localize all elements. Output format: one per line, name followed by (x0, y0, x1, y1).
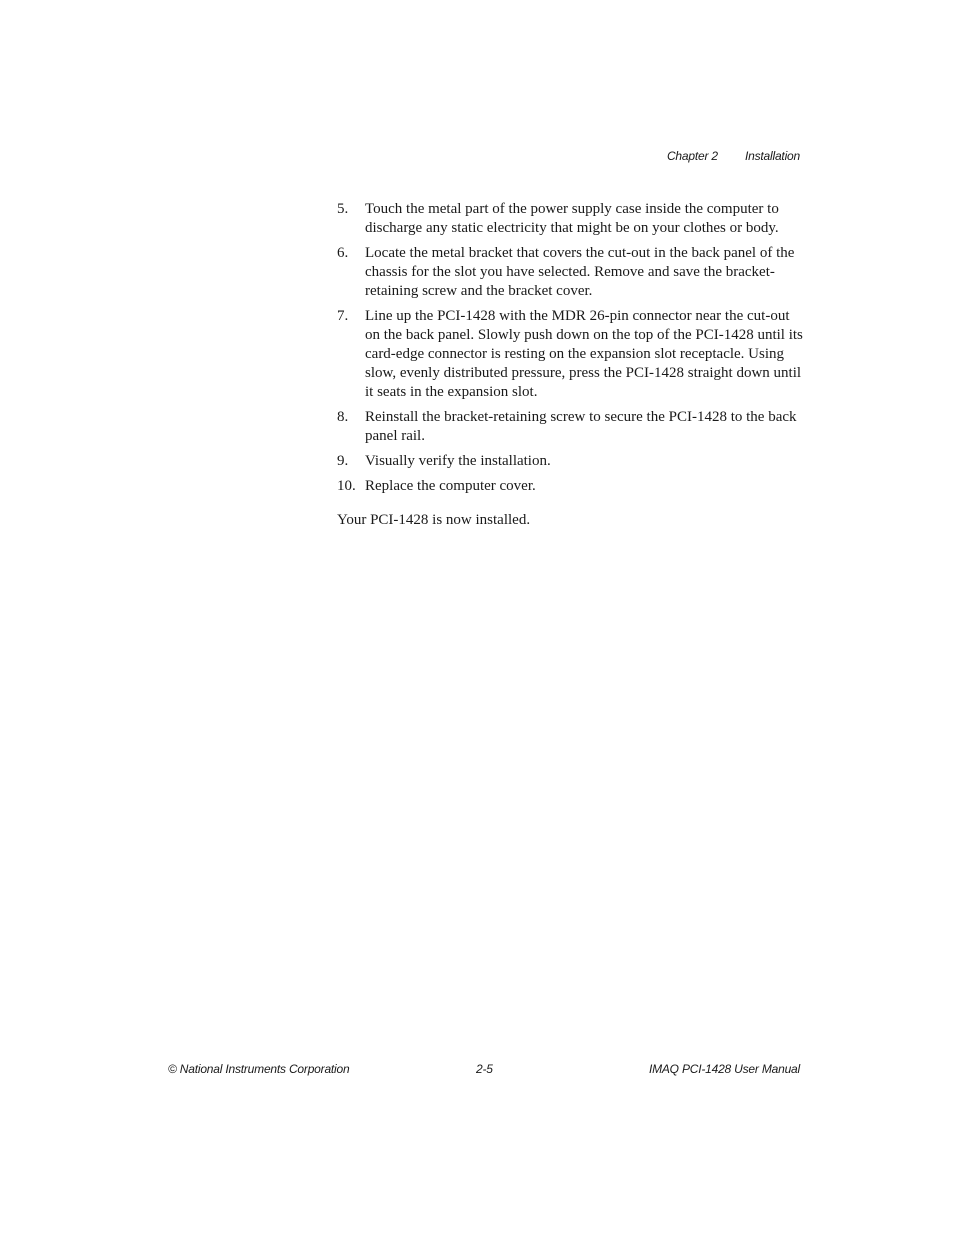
step-number: 9. (337, 453, 349, 469)
running-header (667, 149, 800, 163)
footer-page-number: 2-5 (476, 1062, 493, 1076)
installation-steps-list (337, 200, 807, 496)
step-number: 5. (337, 201, 349, 217)
step-item (337, 452, 807, 471)
step-text: Replace the computer cover. (365, 478, 536, 494)
header-chapter: Chapter 2 (666, 149, 718, 163)
footer-manual-title: IMAQ PCI-1428 User Manual (648, 1062, 800, 1076)
step-item (337, 200, 807, 238)
step-number: 6. (337, 245, 349, 261)
step-item (337, 408, 807, 446)
step-item (337, 244, 807, 301)
closing-paragraph: Your PCI-1428 is now installed. (337, 512, 531, 528)
step-text: Visually verify the installation. (365, 453, 551, 469)
step-item (337, 477, 807, 496)
step-item (337, 307, 807, 402)
footer-copyright: © National Instruments Corporation (168, 1062, 350, 1076)
step-text: Locate the metal bracket that covers the cut-out in the back panel of the chassis for the slot you have selected. Remove and save the bracket-retaining screw and the bracket cover. (365, 245, 795, 299)
step-text: Reinstall the bracket-retaining screw to secure the PCI-1428 to the back panel rail. (365, 409, 797, 444)
header-section: Installation (745, 149, 800, 163)
step-text: Line up the PCI-1428 with the MDR 26-pin connector near the cut-out on the back panel. Slowly push down on the top of the PCI-1428 until its card-edge connector is resting on the expansion slot receptacle. Using slow, evenly distributed pressure, press the PCI-1428 straight down until it seats in the expansion slot. (365, 308, 803, 400)
step-number: 8. (337, 409, 349, 425)
step-text: Touch the metal part of the power supply case inside the computer to discharge any static electricity that might be on your clothes or body. (365, 201, 779, 236)
step-number: 10. (337, 478, 356, 494)
body-content (337, 200, 807, 530)
step-number: 7. (337, 308, 349, 324)
